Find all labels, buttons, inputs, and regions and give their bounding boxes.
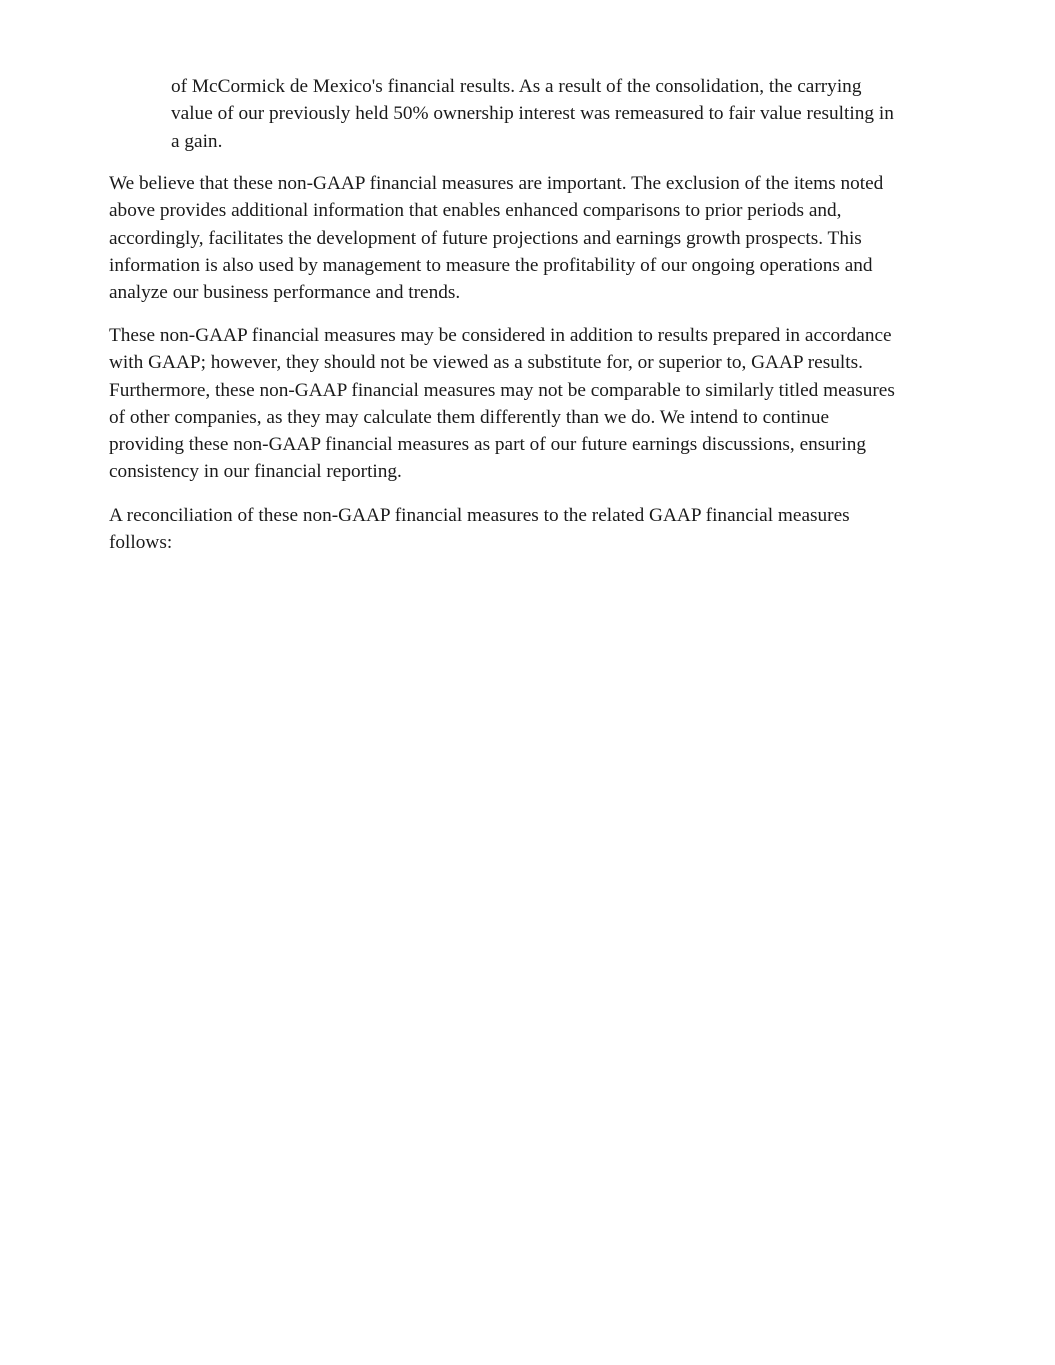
text-line: value of our previously held 50% ownership interest was remeasured to fair value resulting in [171,103,894,125]
text-line: with GAAP; however, they should not be viewed as a substitute for, or superior to, GAAP results. [109,352,863,374]
text-line: of McCormick de Mexico's financial results. As a result of the consolidation, the carrying [171,76,862,97]
text-line: analyze our business performance and trends. [109,282,461,304]
paragraph-importance-of-measures [109,170,959,306]
text-line: accordingly, facilitates the development of future projections and earnings growth prospects. This [109,227,862,249]
paragraph-gaap-comparison [109,322,959,486]
paragraph-reconciliation-intro [109,502,959,557]
text-line: These non-GAAP financial measures may be considered in addition to results prepared in accordance [109,325,892,346]
text-line: consistency in our financial reporting. [109,461,402,483]
text-line: of other companies, as they may calculate them differently than we do. We intend to continue [109,406,830,428]
text-line: A reconciliation of these non-GAAP financial measures to the related GAAP financial measures [109,505,850,526]
text-line: a gain. [171,130,223,152]
text-line: providing these non-GAAP financial measures as part of our future earnings discussions, ensuring [109,434,866,456]
text-line: We believe that these non-GAAP financial measures are important. The exclusion of the items noted [109,173,884,194]
text-line: Furthermore, these non-GAAP financial measures may not be comparable to similarly titled measures [109,379,895,401]
continued-list-item-text [171,73,961,155]
text-line: information is also used by management to measure the profitability of our ongoing operations and [109,254,873,276]
text-line: follows: [109,532,173,554]
text-line: above provides additional information that enables enhanced comparisons to prior periods and, [109,200,842,222]
